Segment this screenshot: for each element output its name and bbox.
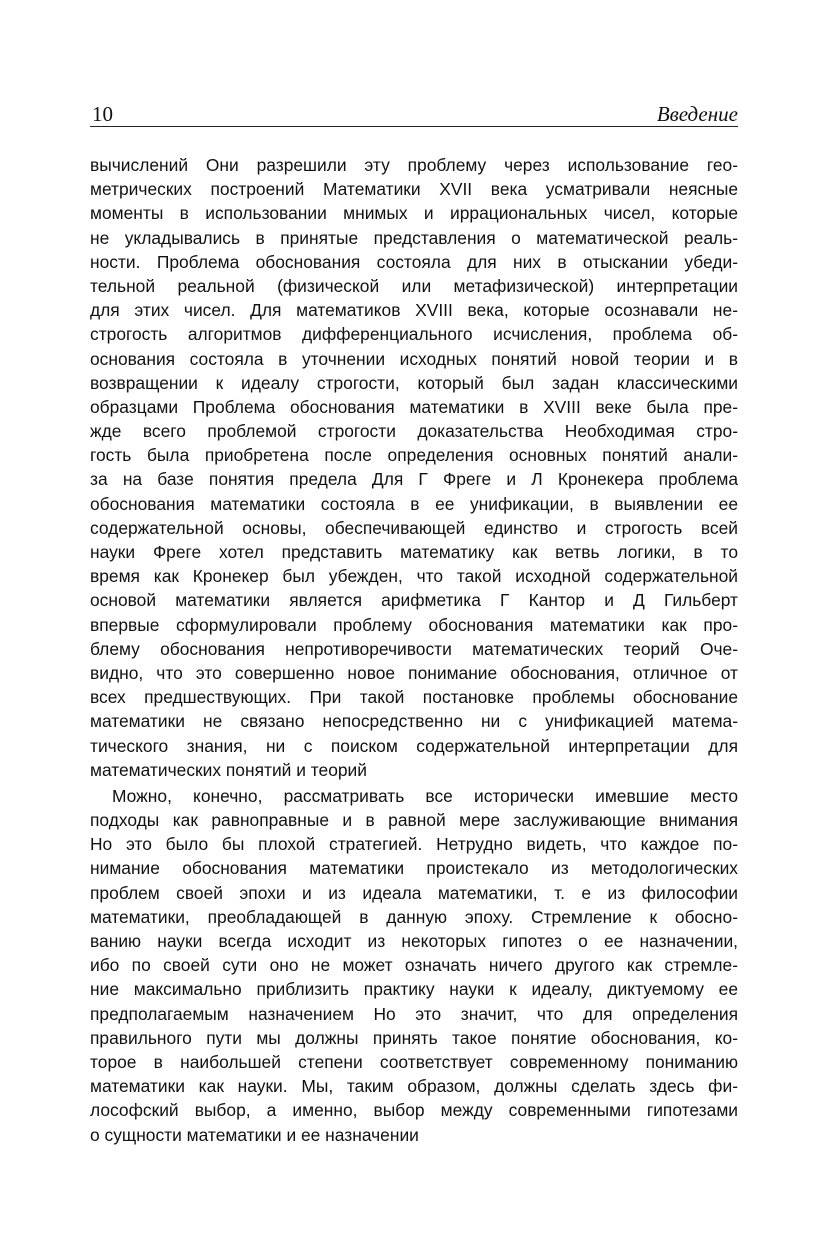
text-line: ибо по своей сути оно не может означать ничего другого как стремле- — [90, 955, 738, 976]
text-line: содержательной основы, обеспечивающей единство и строгость всей — [90, 517, 738, 538]
text-line: видно, что это совершенно новое понимание обоснования, отличное от — [90, 662, 738, 683]
text-line: время как Кронекер был убежден, что такой исходной содержательной — [90, 566, 738, 587]
text-line: моменты в использовании мнимых и иррациональных чисел, которые — [90, 203, 738, 224]
body-text — [90, 153, 738, 1147]
text-line: возвращении к идеалу строгости, который был задан классическими — [90, 372, 738, 393]
text-line: Но это было бы плохой стратегией. Нетрудно видеть, что каждое по- — [90, 834, 738, 855]
text-line: ванию науки всегда исходит из некоторых гипотез о ее назначении, — [90, 931, 738, 951]
text-line: блему обоснования непротиворечивости математических теорий Оче- — [90, 638, 738, 659]
running-header — [90, 96, 738, 127]
text-line: жде всего проблемой строгости доказательства Необходимая стро- — [90, 421, 738, 442]
text-line: ности. Проблема обоснования состояла для них в отыскании убеди- — [90, 251, 738, 272]
text-line: правильного пути мы должны принять такое понятие обоснования, ко- — [90, 1027, 738, 1048]
text-line: основой математики является арифметика Г Кантор и Д Гильберт — [90, 590, 738, 611]
text-line: тического знания, ни с поиском содержательной интерпретации для — [90, 735, 738, 756]
text-line: математики не связано непосредственно ни с унификацией матема- — [90, 711, 738, 732]
book-page — [90, 96, 738, 1147]
text-line: нимание обоснования математики проистекало из методологических — [90, 858, 738, 879]
section-title: Введение — [656, 102, 738, 126]
text-line: лософский выбор, а именно, выбор между современными гипотезами — [90, 1100, 738, 1121]
text-line: математических понятий и теорий — [90, 759, 367, 780]
text-line: образцами Проблема обоснования математики в XVIII веке была пре- — [90, 396, 738, 417]
text-line: основания состояла в уточнении исходных понятий новой теории и в — [90, 348, 738, 369]
text-line: обоснования математики состояла в ее унификации, в выявлении ее — [90, 493, 738, 514]
text-line: предполагаемым назначением Но это значит, что для определения — [90, 1003, 738, 1024]
text-line: подходы как равноправные и в равной мере заслуживающие внимания — [90, 810, 738, 831]
text-line: метрических построений Математики XVII века усматривали неясные — [90, 179, 738, 200]
text-line: впервые сформулировали проблему обоснования математики как про- — [90, 614, 738, 635]
text-line: проблем своей эпохи и из идеала математики, т. е из философии — [90, 882, 738, 903]
page-number: 10 — [92, 102, 113, 126]
paragraph-1 — [90, 153, 738, 782]
text-line: не укладывались в принятые представления о математической реаль- — [90, 227, 738, 248]
text-line: о сущности математики и ее назначении — [90, 1124, 419, 1145]
text-line: науки Фреге хотел представить математику как ветвь логики, в то — [90, 542, 738, 562]
text-line: для этих чисел. Для математиков XVIII века, которые осознавали не- — [90, 300, 738, 321]
paragraph-2 — [90, 784, 738, 1147]
text-line: математики как науки. Мы, таким образом, должны сделать здесь фи- — [90, 1076, 738, 1097]
text-line: гость была приобретена после определения основных понятий анали- — [90, 445, 738, 466]
text-line: Можно, конечно, рассматривать все исторически имевшие место — [112, 785, 738, 806]
text-line: за на базе понятия предела Для Г Фреге и Л Кронекера проблема — [90, 469, 738, 490]
text-line: ние максимально приблизить практику науки к идеалу, диктуемому ее — [90, 979, 738, 1000]
text-line: торое в наибольшей степени соответствует современному пониманию — [90, 1051, 738, 1072]
text-line: строгость алгоритмов дифференциального исчисления, проблема об- — [90, 324, 738, 345]
text-line: тельной реальной (физической или метафизической) интерпретации — [90, 275, 738, 296]
text-line: математики, преобладающей в данную эпоху. Стремление к обосно- — [90, 906, 738, 927]
text-line: вычислений Они разрешили эту проблему через использование гео- — [90, 155, 738, 175]
text-line: всех предшествующих. При такой постановке проблемы обоснование — [90, 687, 738, 708]
